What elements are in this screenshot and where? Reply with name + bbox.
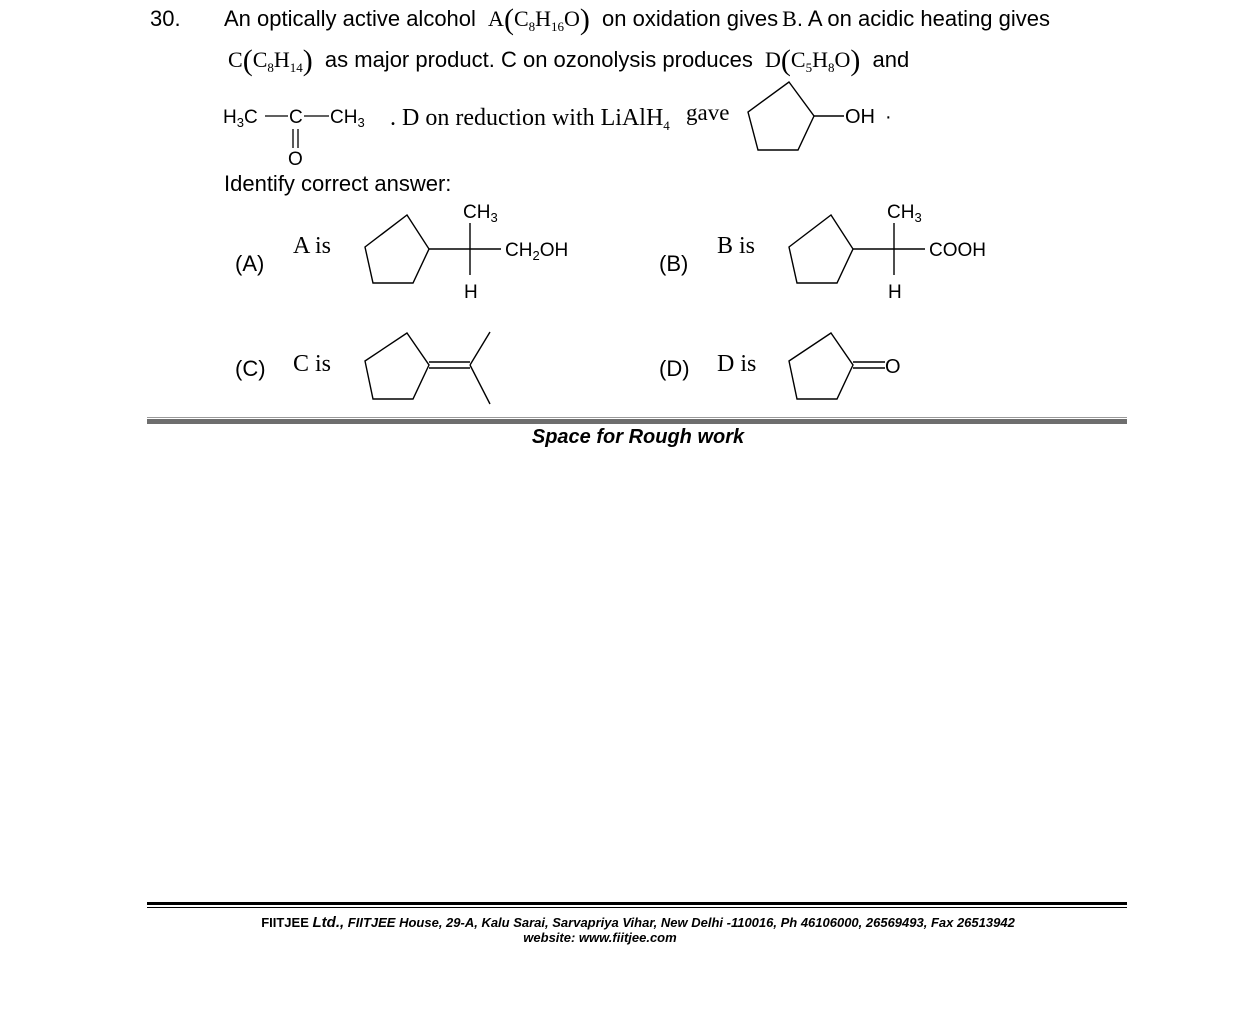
option-d-text: D is [717,351,757,377]
option-d-oxygen: O [885,356,901,378]
rough-work-divider [147,417,1127,425]
question-line-3: . D on reduction with LiAlH$_4$ [390,105,670,133]
option-b-top-group: $CH_3$ [887,202,922,225]
option-b-right-group: COOH [929,240,986,261]
rough-work-label: Space for Rough work [531,426,745,448]
footer-address-line [0,914,1238,931]
question-prompt: Identify correct answer: [224,171,452,196]
sentence-end-dot: · [885,106,892,128]
line2-mid: as major product. C on ozonolysis produces [324,47,753,72]
option-a-top-group: $CH_3$ [463,202,498,225]
formula-a: $C_8H_{16}O$ [513,6,580,34]
line1-pre: An optically active alcohol [224,6,476,31]
option-a-text: A is [293,233,332,259]
compound-a-label: A [488,6,504,31]
compound-c-label: C [228,47,243,72]
hydroxyl-group: OH [845,106,875,128]
acetone-center-carbon: C [289,107,303,128]
option-c-label[interactable]: (C) [235,356,266,381]
option-d-label[interactable]: (D) [659,356,690,381]
option-b-bottom-group: H [888,282,902,303]
option-b-structure [779,195,1019,305]
question-line-2: $C(C_8H_{14})$ as major product. C on ozonolysis produces $D(C_5H_8O)$ and [228,44,910,77]
line1-mid: on oxidation gives [602,6,779,31]
question-number: 30. [150,6,181,31]
cyclopentanol-structure [740,76,900,158]
formula-d: $C_5H_8O$ [790,47,851,75]
option-b-text: B is [717,233,756,259]
acetone-right-group: $CH_3$ [330,107,365,130]
footer-website[interactable]: website: www.fiitjee.com [523,930,677,945]
option-a-structure [355,195,595,305]
question-line-1: An optically active alcohol $A(C_8H_{16}O)$ on oxidation gives B. A on acidic heating gives [224,3,1051,36]
footer-ltd: Ltd., [312,914,345,931]
acetone-oxygen: O [288,149,303,170]
option-a-bottom-group: H [464,282,478,303]
option-c-text: C is [293,351,332,377]
option-b-label[interactable]: (B) [659,251,689,276]
option-a-right-group: $CH_2OH$ [505,240,569,263]
formula-c: $C_8H_{14}$ [252,47,303,75]
option-c-structure [355,325,505,410]
footer-company: FIITJEE [261,915,309,930]
footer-address: FIITJEE House, 29-A, Kalu Sarai, Sarvapriya Vihar, New Delhi -110016, Ph 46106000, 26569493, Fax 26513942 [347,915,1015,930]
option-d-structure [779,325,919,410]
footer-divider [147,902,1127,908]
option-a-label[interactable]: (A) [235,251,265,276]
line3-text: . D on reduction with LiAlH [390,105,664,131]
compound-b-label: B [782,6,797,31]
acetone-structure [220,98,380,170]
compound-d-label: D [765,47,781,72]
line3-gave: gave [686,100,730,125]
line2-post: and [872,47,910,72]
acetone-left-group: $H_3C$ [223,107,258,130]
line1-post: . A on acidic heating gives [796,6,1051,31]
